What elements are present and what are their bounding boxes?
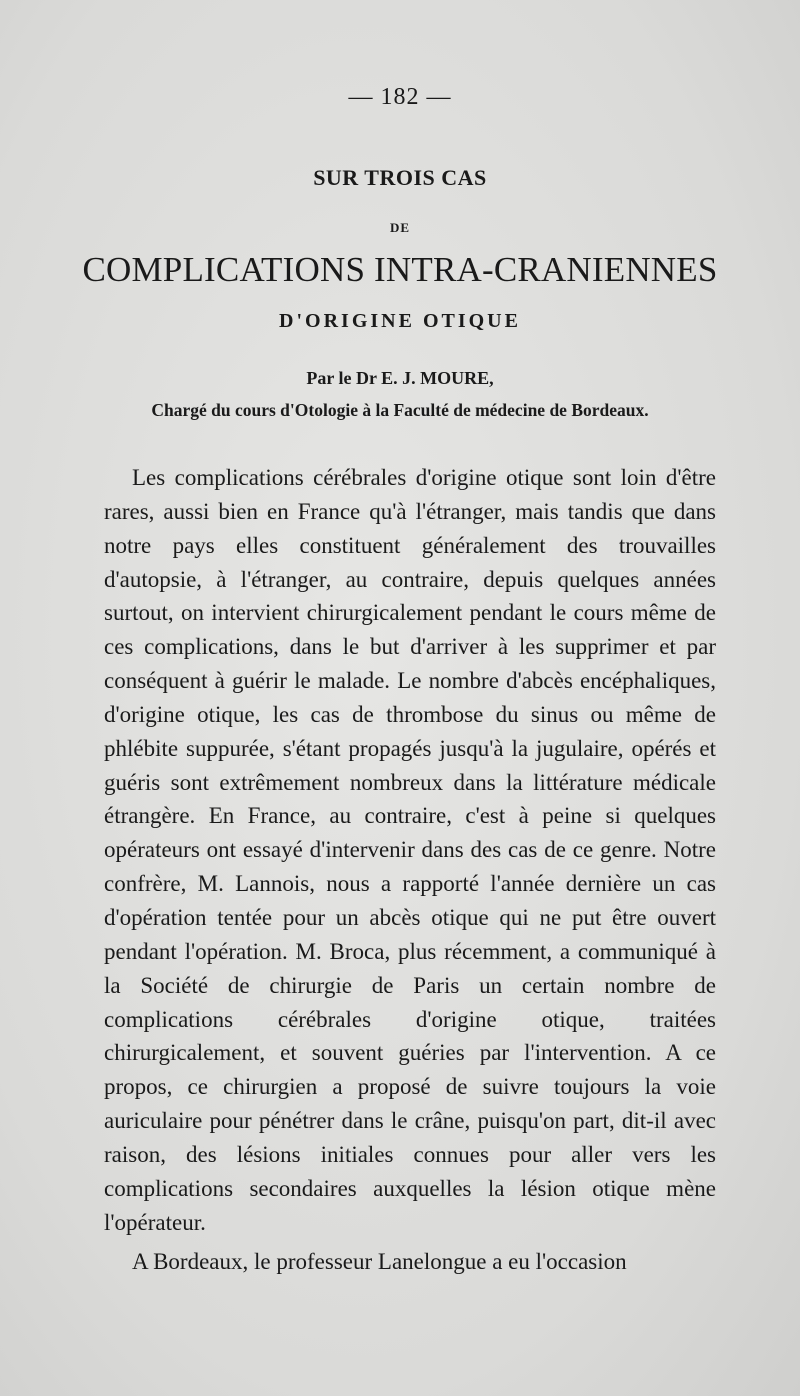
main-title: COMPLICATIONS INTRA-CRANIENNES [82, 250, 718, 289]
paragraph-2: A Bordeaux, le professeur Lanelongue a eu l'occasion [132, 1249, 627, 1275]
page-number: — 182 — [348, 84, 452, 110]
title-line-2: DE [389, 220, 411, 235]
affiliation-line: Chargé du cours d'Otologie à la Faculté de médecine de Bordeaux. [151, 400, 649, 420]
subtitle: D'ORIGINE OTIQUE [279, 310, 521, 332]
paragraph-1: Les complications cérébrales d'origine otique sont loin d'être rares, aussi bien en France qu'à l'étranger, mais tandis que dans notre pays elles constituent généralement des trouvailles d'autopsie, à l'étranger, au contraire, depuis quelques années surtout, on intervient chirurgicalement pendant le cours même de ces complications, dans le but d'arriver à les supprimer et par conséquent à guérir le malade. Le nombre d'abcès encéphaliques, d'origine otique, les cas de thrombose du sinus ou même de phlébite suppurée, s'étant propagés jusqu'à la jugulaire, opérés et guéris sont extrêmement nombreux dans la littérature médicale étrangère. En France, au contraire, c'est à peine si quelques opérateurs ont essayé d'intervenir dans des cas de ce genre. Notre confrère, M. Lannois, nous a rapporté l'année dernière un cas d'opération tentée pour un abcès otique qui ne put être ouvert pendant l'opération. M. Broca, plus récemment, a communiqué à la Société de chirurgie de Paris un certain nombre de complications cérébrales d'origine otique, traitées chirurgicalement, et souvent guéries par l'intervention. A ce propos, ce chirurgien a proposé de suivre toujours la voie auriculaire pour pénétrer dans le crâne, puisqu'on part, dit-il avec raison, des lésions initiales connues pour aller vers les complications secondaires auxquelles la lésion otique mène l'opérateur. [104, 465, 716, 1235]
body-text [104, 461, 716, 1279]
title-line-1: SUR TROIS CAS [313, 165, 487, 190]
author-line: Par le Dr E. J. MOURE, [306, 368, 494, 388]
